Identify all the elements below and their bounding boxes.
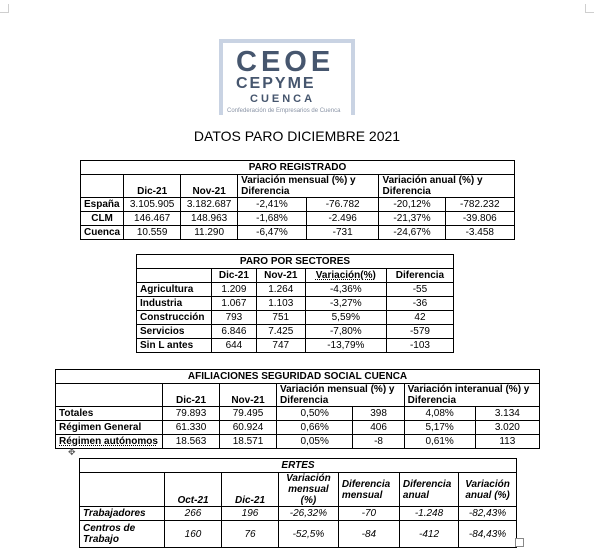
table-row: [137, 283, 454, 297]
cell: -412: [399, 521, 458, 548]
header-dif-mensual: Diferencia mensual: [338, 473, 399, 507]
cell: 3.105.905: [124, 198, 181, 212]
page-title: DATOS PARO DICIEMBRE 2021: [193, 128, 401, 144]
cell: -13,79%: [305, 339, 386, 353]
header-dic: Dic-21: [222, 473, 279, 507]
header-variacion: Variación(%): [305, 269, 386, 283]
cell: 1.264: [256, 283, 305, 297]
cell: 60.924: [220, 421, 277, 435]
cell: -1.248: [399, 507, 458, 521]
cell: 18.563: [163, 435, 220, 449]
cell: -731: [306, 226, 379, 240]
cell: -55: [386, 283, 453, 297]
header-nov: Nov-21: [256, 269, 305, 283]
cell: 0,50%: [277, 407, 353, 421]
table-row: [137, 311, 454, 325]
cell: 18.571: [220, 435, 277, 449]
header-var-mensual: Variación mensual (%): [279, 473, 339, 507]
header-var-anual: Variación anual (%) y Diferencia: [379, 175, 515, 198]
paro-rows: [81, 198, 515, 240]
cell: 3.134: [475, 407, 539, 421]
cell: -7,80%: [305, 325, 386, 339]
ertes-title: ERTES: [80, 459, 517, 473]
table-row: [80, 521, 517, 548]
cell: -26,32%: [279, 507, 339, 521]
cell: 7.425: [256, 325, 305, 339]
row-label: Cuenca: [81, 226, 124, 240]
cell: 747: [256, 339, 305, 353]
afiliaciones-title: AFILIACIONES SEGURIDAD SOCIAL CUENCA: [56, 370, 540, 384]
cell: -1,68%: [238, 212, 307, 226]
cell: -76.782: [306, 198, 379, 212]
cell: 266: [165, 507, 222, 521]
cell: 751: [256, 311, 305, 325]
cell: 146.467: [124, 212, 181, 226]
logo-line3: CUENCA: [250, 93, 316, 105]
table-row: [56, 421, 540, 435]
cell: 5,17%: [404, 421, 475, 435]
cell: -3,27%: [305, 297, 386, 311]
cell: -21,37%: [379, 212, 445, 226]
table-row: [81, 212, 515, 226]
cell: 42: [386, 311, 453, 325]
corner-mark-top-right: [585, 4, 594, 13]
row-label: Régimen General: [56, 421, 163, 435]
logo-line1: CEOE: [236, 46, 335, 78]
cell: 3.020: [475, 421, 539, 435]
table-row: [56, 407, 540, 421]
cell: 5,59%: [305, 311, 386, 325]
cell: 1.067: [212, 297, 257, 311]
header-dic: Dic-21: [163, 384, 220, 407]
cell: -103: [386, 339, 453, 353]
cell: -8: [353, 435, 404, 449]
row-label: España: [81, 198, 124, 212]
cell: 4,08%: [404, 407, 475, 421]
cell: 79.893: [163, 407, 220, 421]
cell: 11.290: [181, 226, 238, 240]
header-empty: [80, 473, 165, 507]
header-nov: Nov-21: [220, 384, 277, 407]
cell: -6,47%: [238, 226, 307, 240]
cell: 0,05%: [277, 435, 353, 449]
cell: 0,61%: [404, 435, 475, 449]
row-label: Régimen autónomos: [56, 435, 163, 449]
cell: 10.559: [124, 226, 181, 240]
row-label: Trabajadores: [80, 507, 165, 521]
sectores-title: PARO POR SECTORES: [137, 255, 454, 269]
cell: -70: [338, 507, 399, 521]
header-empty: [137, 269, 212, 283]
corner-mark-top-left: [0, 4, 9, 13]
cell: -3.458: [445, 226, 514, 240]
cell: -84: [338, 521, 399, 548]
cell: -52,5%: [279, 521, 339, 548]
cell: 113: [475, 435, 539, 449]
afiliaciones-table: [55, 369, 540, 449]
paro-registrado-table: [80, 160, 515, 240]
row-label: Totales: [56, 407, 163, 421]
row-label: Servicios: [137, 325, 212, 339]
cell: 644: [212, 339, 257, 353]
logo-line2: CEPYME: [236, 75, 316, 92]
cell: 3.182.687: [181, 198, 238, 212]
header-empty: [81, 175, 124, 198]
cell: -82,43%: [459, 507, 517, 521]
cell: 398: [353, 407, 404, 421]
table-row: [137, 325, 454, 339]
cell: 79.495: [220, 407, 277, 421]
cell: -4,36%: [305, 283, 386, 297]
header-dic: Dic-21: [124, 175, 181, 198]
cell: 1.209: [212, 283, 257, 297]
cell: -24,67%: [379, 226, 445, 240]
cell: -2.496: [306, 212, 379, 226]
cell: -39.806: [445, 212, 514, 226]
cell: 406: [353, 421, 404, 435]
cell: -20,12%: [379, 198, 445, 212]
paro-title: PARO REGISTRADO: [81, 161, 515, 175]
cell: 1.103: [256, 297, 305, 311]
cell: 6.846: [212, 325, 257, 339]
cell: 793: [212, 311, 257, 325]
table-resize-handle[interactable]: [515, 538, 524, 547]
table-row: [81, 198, 515, 212]
row-label: Centros de Trabajo: [80, 521, 165, 548]
table-row: [56, 435, 540, 449]
row-label: Sin L antes: [137, 339, 212, 353]
cell: -782.232: [445, 198, 514, 212]
header-dic: Dic-21: [212, 269, 257, 283]
table-row: [80, 507, 517, 521]
header-var-anual: Variación anual (%): [459, 473, 517, 507]
row-label: Industria: [137, 297, 212, 311]
header-empty: [56, 384, 163, 407]
cell: 76: [222, 521, 279, 548]
header-var-mensual: Variación mensual (%) y Diferencia: [277, 384, 405, 407]
table-row: [81, 226, 515, 240]
cell: 196: [222, 507, 279, 521]
logo-subtitle: Confederación de Empresarios de Cuenca: [227, 108, 341, 114]
header-var-interanual: Variación interanual (%) y Diferencia: [404, 384, 539, 407]
row-label: Construcción: [137, 311, 212, 325]
cell: 61.330: [163, 421, 220, 435]
cell: 148.963: [181, 212, 238, 226]
row-label: Agricultura: [137, 283, 212, 297]
cell: 160: [165, 521, 222, 548]
cell: -579: [386, 325, 453, 339]
cell: -2,41%: [238, 198, 307, 212]
row-label: CLM: [81, 212, 124, 226]
cell: -84,43%: [459, 521, 517, 548]
table-row: [137, 339, 454, 353]
header-nov: Nov-21: [181, 175, 238, 198]
table-move-handle-icon[interactable]: ✥: [68, 447, 76, 457]
cell: 0,66%: [277, 421, 353, 435]
ertes-table: [79, 458, 517, 548]
cell: -36: [386, 297, 453, 311]
table-row: [137, 297, 454, 311]
header-oct: Oct-21: [165, 473, 222, 507]
header-diferencia: Diferencia: [386, 269, 453, 283]
paro-sectores-table: [136, 254, 454, 353]
header-dif-anual: Diferencia anual: [399, 473, 458, 507]
header-var-mensual: Variación mensual (%) y Diferencia: [238, 175, 379, 198]
